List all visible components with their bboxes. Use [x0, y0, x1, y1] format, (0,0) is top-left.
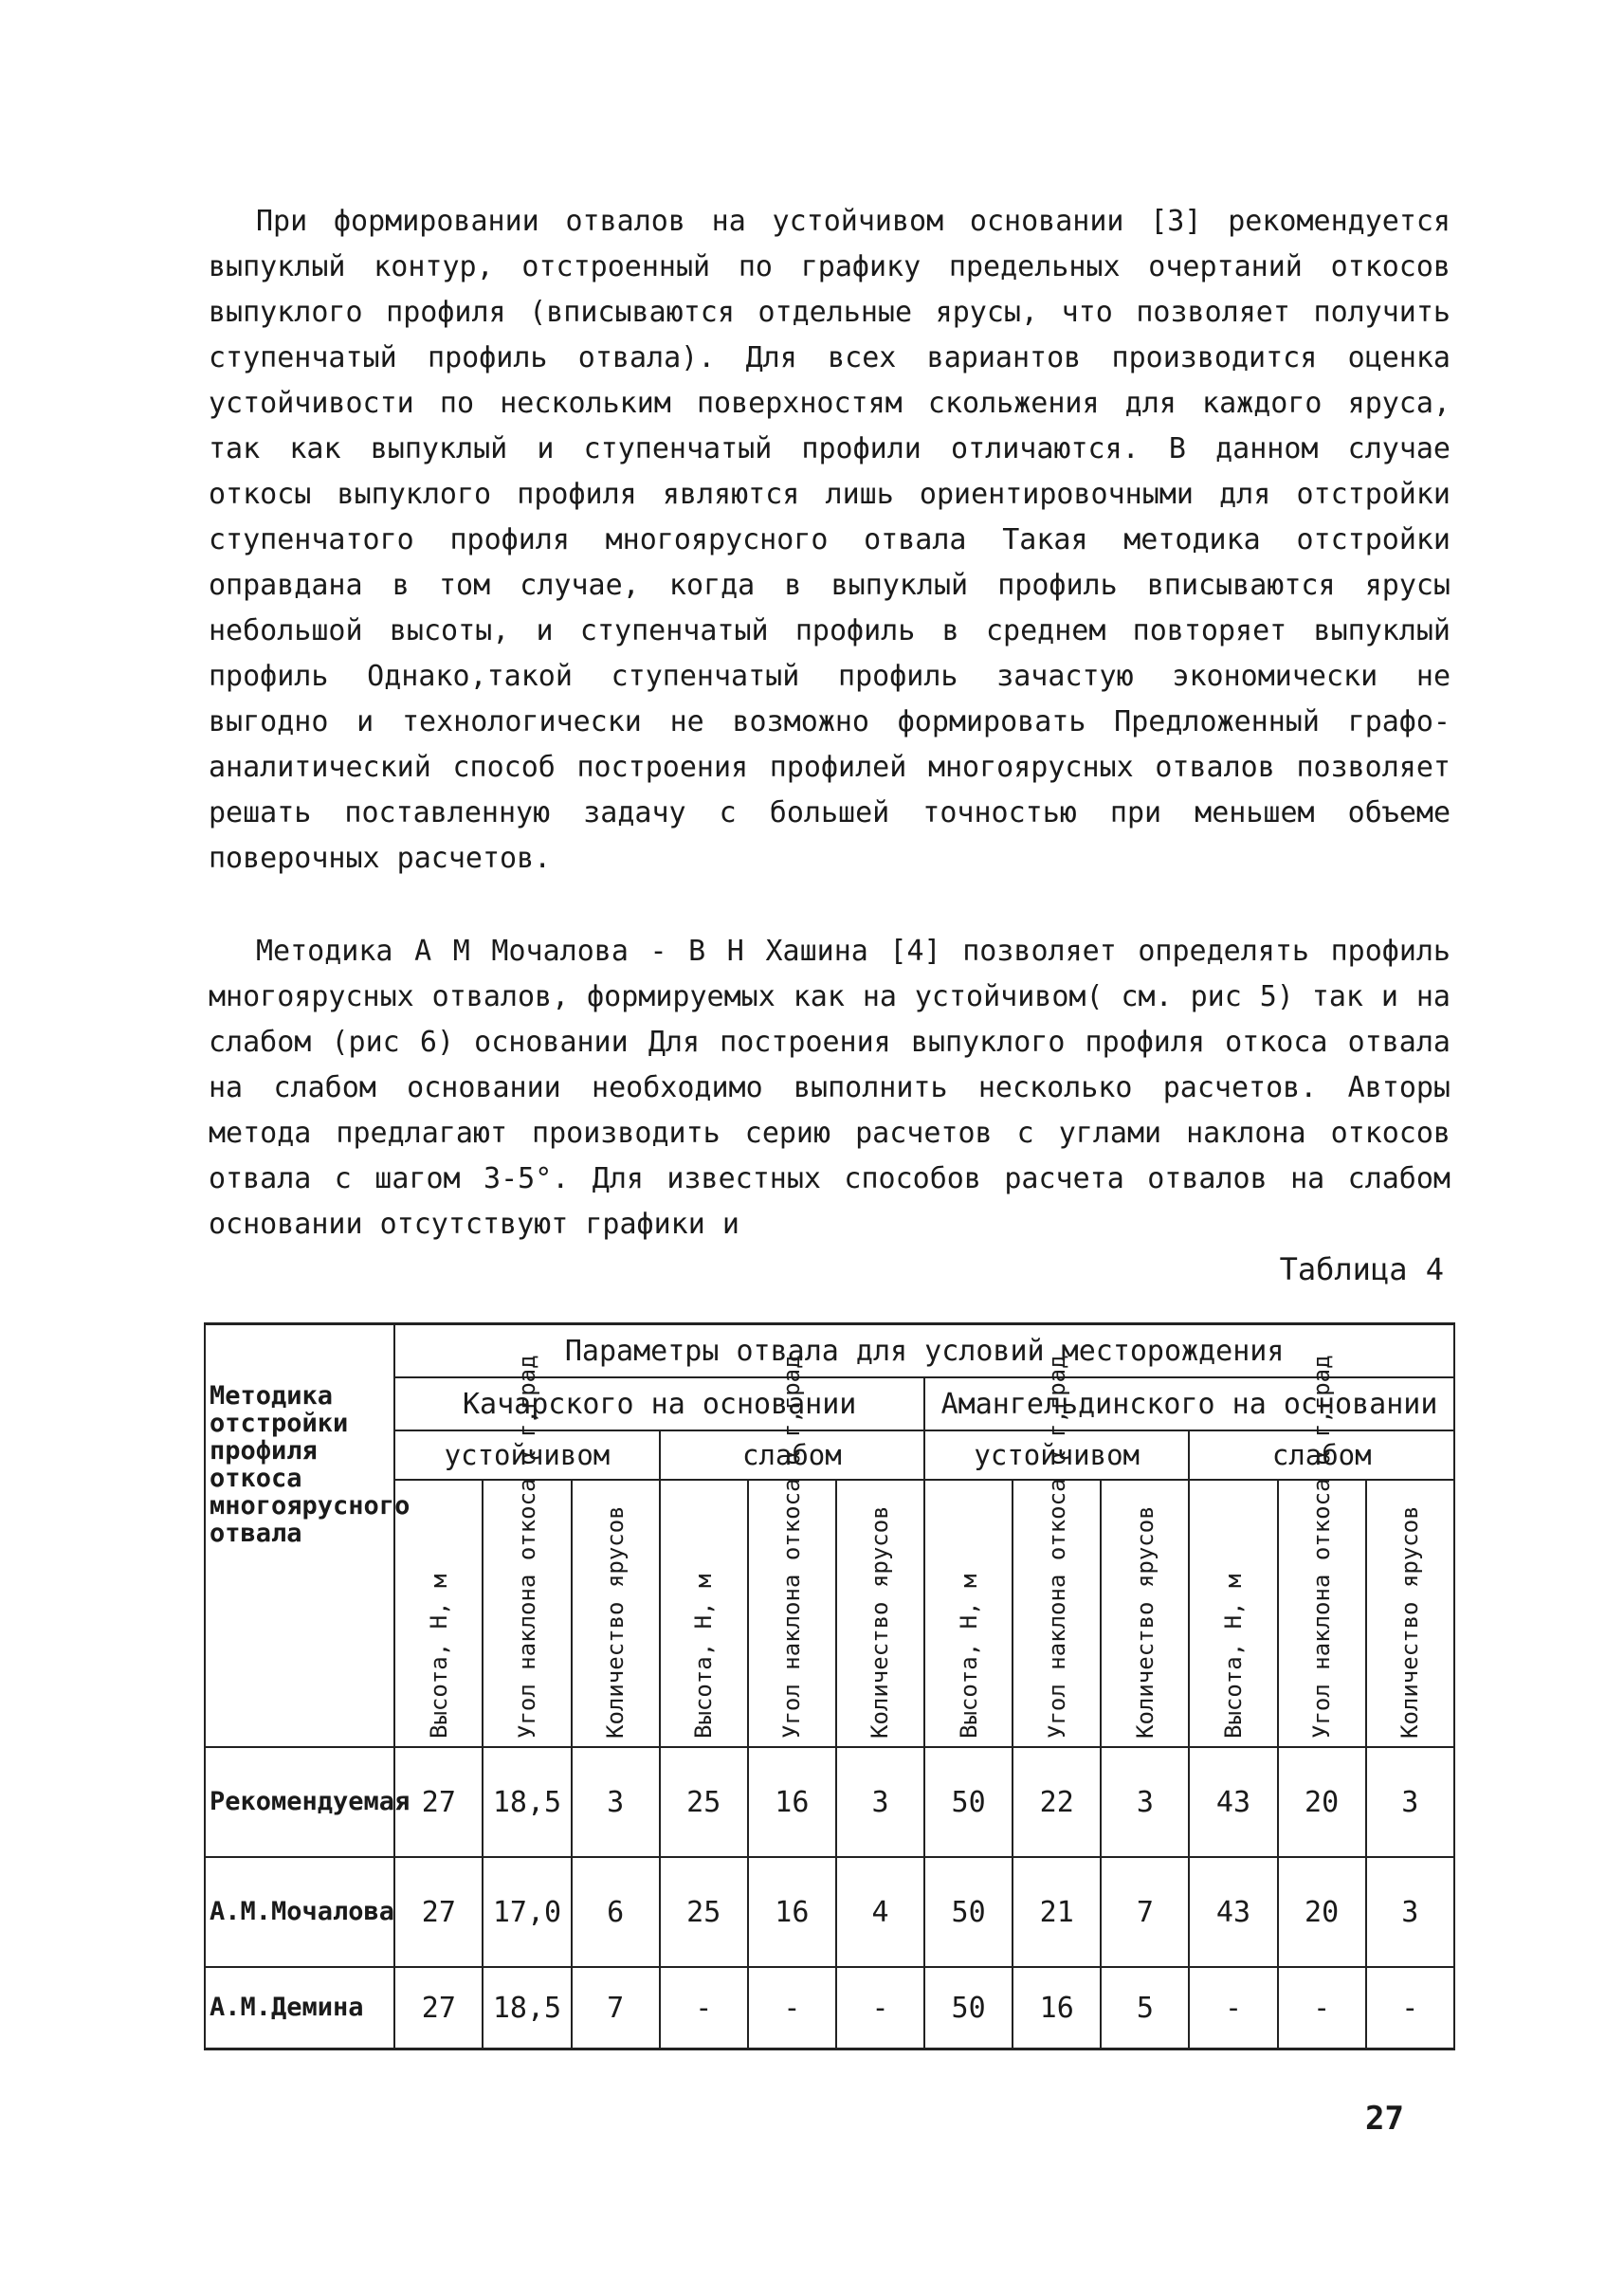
column-header-angle: Угол наклона откоса α г,град: [483, 1480, 571, 1747]
table-caption: Таблица 4: [1279, 1251, 1444, 1287]
column-header-angle: Угол наклона откоса α г,град: [1013, 1480, 1101, 1747]
table-cell: 20: [1278, 1857, 1366, 1967]
column-header-tiers: Количество ярусов: [836, 1480, 924, 1747]
table-cell: -: [1189, 1967, 1277, 2049]
table-cell: 6: [572, 1857, 660, 1967]
table-cell: -: [660, 1967, 748, 2049]
table-cell: 43: [1189, 1747, 1277, 1857]
base-header: устойчивом: [394, 1430, 659, 1480]
table-cell: 50: [924, 1967, 1013, 2049]
table-cell: 7: [572, 1967, 660, 2049]
base-header: слабом: [660, 1430, 924, 1480]
table-cell: 20: [1278, 1747, 1366, 1857]
column-header-height: Высота, Н, м: [394, 1480, 483, 1747]
table-cell: -: [748, 1967, 836, 2049]
table-cell: 3: [1101, 1747, 1189, 1857]
table-cell: 21: [1013, 1857, 1101, 1967]
method-header: Методика отстройки профиля откоса многоярусного отвала: [205, 1324, 394, 1748]
paragraph-2: Методика А М Мочалова - В Н Хашина [4] позволяет определять профиль многоярусных отвалов, формируемых как на устойчивом( см. рис 5) так и на слабом (рис 6) основании Для построения выпуклого профиля откоса отвала на слабом основании необходимо выполнить несколько расчетов. Авторы метода предлагают производить серию расчетов с углами наклона откосов отвала с шагом 3-5°. Для известных способов расчета отвалов на слабом основании отсутствуют графики и: [209, 935, 1451, 1241]
row-method: Рекомендуемая: [205, 1747, 394, 1857]
table-cell: 50: [924, 1857, 1013, 1967]
table-cell: 3: [1366, 1857, 1454, 1967]
table-cell: 50: [924, 1747, 1013, 1857]
base-header: слабом: [1189, 1430, 1454, 1480]
column-header-tiers: Количество ярусов: [1366, 1480, 1454, 1747]
table-cell: 3: [836, 1747, 924, 1857]
deposit-header-amangeldinskoe: Амангельдинского на основании: [924, 1377, 1454, 1430]
table-cell: 27: [394, 1967, 483, 2049]
table-cell: -: [836, 1967, 924, 2049]
table-cell: 25: [660, 1857, 748, 1967]
row-method: А.М.Мочалова: [205, 1857, 394, 1967]
deposit-header-kacharskoe: Качарского на основании: [394, 1377, 924, 1430]
table-cell: 16: [748, 1747, 836, 1857]
table-cell: 16: [748, 1857, 836, 1967]
paragraph-1: При формировании отвалов на устойчивом основании [3] рекомендуется выпуклый контур, отстроенный по графику предельных очертаний откосов выпуклого профиля (вписываются отдельные ярусы, что позволяет получить ступенчатый профиль отвала). Для всех вариантов производится оценка устойчивости по нескольким поверхностям скольжения для каждого яруса, так как выпуклый и ступенчатый профили отличаются. В данном случае откосы выпуклого профиля являются лишь ориентировочными для отстройки ступенчатого профиля многоярусного отвала Такая методика отстройки оправдана в том случае, когда в выпуклый профиль вписываются ярусы небольшой высоты, и ступенчатый профиль в среднем повторяет выпуклый профиль Однако,такой ступенчатый профиль зачастую экономически не выгодно и технологически не возможно формировать Предложенный графо-аналитический способ построения профилей многоярусных отвалов позволяет решать поставленную задачу с большей точностью при меньшем объеме поверочных расчетов.: [209, 205, 1451, 875]
column-header-tiers: Количество ярусов: [1101, 1480, 1189, 1747]
table-row: [205, 1967, 1454, 2049]
row-method: А.М.Демина: [205, 1967, 394, 2049]
params-header: Параметры отвала для условий месторождения: [394, 1324, 1454, 1378]
table-cell: 27: [394, 1747, 483, 1857]
base-header: устойчивом: [924, 1430, 1189, 1480]
column-header-height: Высота, Н, м: [660, 1480, 748, 1747]
column-header-angle: Угол наклона откоса α г,град: [748, 1480, 836, 1747]
table-4: [204, 1322, 1455, 2050]
table-row: [205, 1857, 1454, 1967]
table-cell: 4: [836, 1857, 924, 1967]
table-cell: -: [1366, 1967, 1454, 2049]
column-header-angle: Угол наклона откоса α г,град: [1278, 1480, 1366, 1747]
page-number: 27: [1365, 2100, 1404, 2138]
table-cell: 3: [1366, 1747, 1454, 1857]
table-cell: 18,5: [483, 1967, 571, 2049]
table-cell: 16: [1013, 1967, 1101, 2049]
column-header-tiers: Количество ярусов: [572, 1480, 660, 1747]
table-cell: 22: [1013, 1747, 1101, 1857]
table-cell: 43: [1189, 1857, 1277, 1967]
table-cell: 18,5: [483, 1747, 571, 1857]
table-cell: 25: [660, 1747, 748, 1857]
table-cell: 27: [394, 1857, 483, 1967]
table-row: [205, 1747, 1454, 1857]
table-cell: -: [1278, 1967, 1366, 2049]
column-header-height: Высота, Н, м: [924, 1480, 1013, 1747]
column-header-height: Высота, Н, м: [1189, 1480, 1277, 1747]
table-cell: 17,0: [483, 1857, 571, 1967]
table-cell: 3: [572, 1747, 660, 1857]
table-cell: 5: [1101, 1967, 1189, 2049]
table-cell: 7: [1101, 1857, 1189, 1967]
